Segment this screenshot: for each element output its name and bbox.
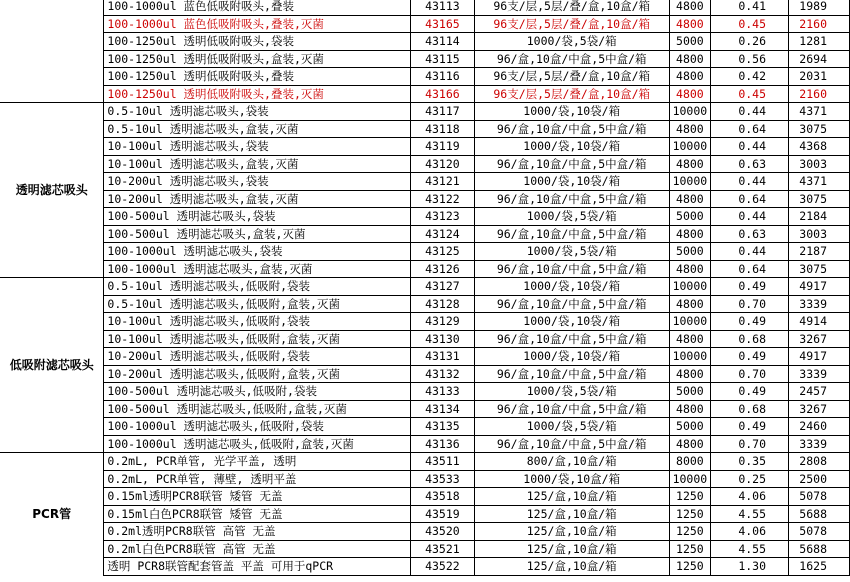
unit-cell: 0.70 (711, 365, 789, 383)
unit-cell: 0.63 (711, 155, 789, 173)
unit-cell: 0.49 (711, 278, 789, 296)
unit-cell: 0.56 (711, 50, 789, 68)
desc-cell: 100-1000ul 透明滤芯吸头,低吸附,袋装 (104, 418, 411, 436)
table-row (0, 15, 850, 33)
pack-cell: 125/盒,10盒/箱 (474, 540, 669, 558)
unit-cell: 0.70 (711, 435, 789, 453)
desc-cell: 0.2mL, PCR单管, 光学平盖, 透明 (104, 453, 411, 471)
desc-cell: 10-200ul 透明滤芯吸头,盒装,灭菌 (104, 190, 411, 208)
desc-cell: 10-200ul 透明滤芯吸头,低吸附,盒装,灭菌 (104, 365, 411, 383)
desc-cell: 10-100ul 透明滤芯吸头,低吸附,袋装 (104, 313, 411, 331)
price-cell: 3075 (789, 120, 850, 138)
code-cell: 43115 (410, 50, 474, 68)
table-row (0, 0, 850, 15)
code-cell: 43134 (410, 400, 474, 418)
table-row (0, 190, 850, 208)
price-cell: 4917 (789, 348, 850, 366)
code-cell: 43132 (410, 365, 474, 383)
price-cell: 2031 (789, 68, 850, 86)
desc-cell: 0.15ml白色PCR8联管 矮管 无盖 (104, 505, 411, 523)
pack-cell: 96支/层,5层/叠/盒,10盒/箱 (474, 15, 669, 33)
table-row (0, 453, 850, 471)
table-row (0, 155, 850, 173)
price-cell: 2160 (789, 85, 850, 103)
unit-cell: 4.06 (711, 488, 789, 506)
pack-cell: 125/盒,10盒/箱 (474, 505, 669, 523)
desc-cell: 10-100ul 透明滤芯吸头,袋装 (104, 138, 411, 156)
table-row (0, 295, 850, 313)
pack-cell: 96/盒,10盒/中盒,5中盒/箱 (474, 295, 669, 313)
price-cell: 5688 (789, 505, 850, 523)
code-cell: 43114 (410, 33, 474, 51)
qty-cell: 10000 (669, 313, 711, 331)
table-row (0, 120, 850, 138)
category-cell: PCR管 (0, 453, 104, 576)
price-cell: 3003 (789, 225, 850, 243)
unit-cell: 0.44 (711, 138, 789, 156)
table-row (0, 260, 850, 278)
unit-cell: 4.55 (711, 540, 789, 558)
desc-cell: 100-1250ul 透明低吸附吸头,盒装,灭菌 (104, 50, 411, 68)
qty-cell: 4800 (669, 155, 711, 173)
unit-cell: 0.41 (711, 0, 789, 15)
desc-cell: 0.2ml白色PCR8联管 高管 无盖 (104, 540, 411, 558)
table-row (0, 523, 850, 541)
table-row (0, 33, 850, 51)
price-cell: 5688 (789, 540, 850, 558)
pack-cell: 96/盒,10盒/中盒,5中盒/箱 (474, 260, 669, 278)
code-cell: 43518 (410, 488, 474, 506)
qty-cell: 4800 (669, 400, 711, 418)
desc-cell: 100-1250ul 透明低吸附吸头,叠装,灭菌 (104, 85, 411, 103)
price-cell: 5078 (789, 523, 850, 541)
unit-cell: 4.06 (711, 523, 789, 541)
table-row (0, 488, 850, 506)
pack-cell: 1000/袋,10袋/箱 (474, 173, 669, 191)
category-cell: 透明滤芯吸头 (0, 103, 104, 278)
unit-cell: 0.35 (711, 453, 789, 471)
qty-cell: 8000 (669, 453, 711, 471)
pack-cell: 125/盒,10盒/箱 (474, 558, 669, 576)
code-cell: 43126 (410, 260, 474, 278)
pack-cell: 1000/袋,5袋/箱 (474, 243, 669, 261)
pack-cell: 1000/袋,5袋/箱 (474, 208, 669, 226)
category-cell (0, 0, 104, 103)
desc-cell: 0.2mL, PCR单管, 薄壁, 透明平盖 (104, 470, 411, 488)
desc-cell: 10-100ul 透明滤芯吸头,低吸附,盒装,灭菌 (104, 330, 411, 348)
pack-cell: 1000/袋,5袋/箱 (474, 33, 669, 51)
code-cell: 43125 (410, 243, 474, 261)
price-cell: 5078 (789, 488, 850, 506)
table-row (0, 85, 850, 103)
pack-cell: 96支/层,5层/叠/盒,10盒/箱 (474, 0, 669, 15)
code-cell: 43116 (410, 68, 474, 86)
pack-cell: 96/盒,10盒/中盒,5中盒/箱 (474, 365, 669, 383)
desc-cell: 0.5-10ul 透明滤芯吸头,袋装 (104, 103, 411, 121)
price-cell: 4371 (789, 103, 850, 121)
unit-cell: 0.49 (711, 383, 789, 401)
unit-cell: 0.49 (711, 348, 789, 366)
unit-cell: 0.49 (711, 313, 789, 331)
pack-cell: 125/盒,10盒/箱 (474, 523, 669, 541)
qty-cell: 5000 (669, 243, 711, 261)
unit-cell: 1.30 (711, 558, 789, 576)
desc-cell: 100-1000ul 透明滤芯吸头,盒装,灭菌 (104, 260, 411, 278)
qty-cell: 4800 (669, 260, 711, 278)
price-cell: 2694 (789, 50, 850, 68)
pack-cell: 96/盒,10盒/中盒,5中盒/箱 (474, 225, 669, 243)
code-cell: 43136 (410, 435, 474, 453)
qty-cell: 4800 (669, 68, 711, 86)
unit-cell: 0.64 (711, 190, 789, 208)
qty-cell: 1250 (669, 558, 711, 576)
unit-cell: 0.44 (711, 243, 789, 261)
code-cell: 43123 (410, 208, 474, 226)
qty-cell: 4800 (669, 0, 711, 15)
price-cell: 2457 (789, 383, 850, 401)
qty-cell: 4800 (669, 365, 711, 383)
qty-cell: 10000 (669, 278, 711, 296)
unit-cell: 0.63 (711, 225, 789, 243)
pack-cell: 1000/袋,5袋/箱 (474, 418, 669, 436)
price-cell: 3267 (789, 400, 850, 418)
desc-cell: 100-500ul 透明滤芯吸头,盒装,灭菌 (104, 225, 411, 243)
pack-cell: 1000/袋,10袋/箱 (474, 103, 669, 121)
pack-cell: 800/盒,10盒/箱 (474, 453, 669, 471)
pack-cell: 96支/层,5层/叠/盒,10盒/箱 (474, 85, 669, 103)
code-cell: 43127 (410, 278, 474, 296)
desc-cell: 透明 PCR8联管配套管盖 平盖 可用于qPCR (104, 558, 411, 576)
pack-cell: 96/盒,10盒/中盒,5中盒/箱 (474, 435, 669, 453)
code-cell: 43511 (410, 453, 474, 471)
pack-cell: 1000/袋,10盒/箱 (474, 470, 669, 488)
unit-cell: 4.55 (711, 505, 789, 523)
table-row (0, 225, 850, 243)
price-cell: 2808 (789, 453, 850, 471)
code-cell: 43135 (410, 418, 474, 436)
code-cell: 43166 (410, 85, 474, 103)
table-row (0, 418, 850, 436)
table-row (0, 173, 850, 191)
qty-cell: 1250 (669, 523, 711, 541)
qty-cell: 4800 (669, 435, 711, 453)
qty-cell: 5000 (669, 208, 711, 226)
code-cell: 43131 (410, 348, 474, 366)
desc-cell: 10-200ul 透明滤芯吸头,低吸附,袋装 (104, 348, 411, 366)
price-cell: 2187 (789, 243, 850, 261)
price-cell: 3339 (789, 435, 850, 453)
pack-cell: 96/盒,10盒/中盒,5中盒/箱 (474, 120, 669, 138)
table-row (0, 138, 850, 156)
desc-cell: 100-500ul 透明滤芯吸头,低吸附,袋装 (104, 383, 411, 401)
unit-cell: 0.64 (711, 120, 789, 138)
price-cell: 1989 (789, 0, 850, 15)
table-row (0, 505, 850, 523)
price-cell: 4917 (789, 278, 850, 296)
price-cell: 3339 (789, 295, 850, 313)
qty-cell: 1250 (669, 505, 711, 523)
code-cell: 43121 (410, 173, 474, 191)
desc-cell: 0.5-10ul 透明滤芯吸头,低吸附,袋装 (104, 278, 411, 296)
price-cell: 2460 (789, 418, 850, 436)
price-cell: 3339 (789, 365, 850, 383)
qty-cell: 5000 (669, 33, 711, 51)
code-cell: 43119 (410, 138, 474, 156)
table-row (0, 103, 850, 121)
unit-cell: 0.68 (711, 400, 789, 418)
table-row (0, 540, 850, 558)
price-cell: 2160 (789, 15, 850, 33)
table-row (0, 558, 850, 576)
pack-cell: 1000/袋,10袋/箱 (474, 138, 669, 156)
table-row (0, 313, 850, 331)
price-cell: 2500 (789, 470, 850, 488)
price-cell: 3075 (789, 190, 850, 208)
qty-cell: 10000 (669, 103, 711, 121)
unit-cell: 0.68 (711, 330, 789, 348)
table-row (0, 50, 850, 68)
code-cell: 43122 (410, 190, 474, 208)
price-cell: 2184 (789, 208, 850, 226)
category-cell: 低吸附滤芯吸头 (0, 278, 104, 453)
table-row (0, 435, 850, 453)
pack-cell: 96/盒,10盒/中盒,5中盒/箱 (474, 155, 669, 173)
code-cell: 43124 (410, 225, 474, 243)
table-row (0, 68, 850, 86)
table-row (0, 348, 850, 366)
code-cell: 43118 (410, 120, 474, 138)
price-cell: 1625 (789, 558, 850, 576)
desc-cell: 0.15ml透明PCR8联管 矮管 无盖 (104, 488, 411, 506)
qty-cell: 1250 (669, 488, 711, 506)
desc-cell: 100-500ul 透明滤芯吸头,低吸附,盒装,灭菌 (104, 400, 411, 418)
qty-cell: 4800 (669, 85, 711, 103)
pack-cell: 96/盒,10盒/中盒,5中盒/箱 (474, 190, 669, 208)
pack-cell: 96/盒,10盒/中盒,5中盒/箱 (474, 50, 669, 68)
price-cell: 4371 (789, 173, 850, 191)
qty-cell: 10000 (669, 138, 711, 156)
qty-cell: 5000 (669, 383, 711, 401)
code-cell: 43519 (410, 505, 474, 523)
code-cell: 43129 (410, 313, 474, 331)
unit-cell: 0.70 (711, 295, 789, 313)
qty-cell: 10000 (669, 348, 711, 366)
code-cell: 43522 (410, 558, 474, 576)
code-cell: 43520 (410, 523, 474, 541)
unit-cell: 0.44 (711, 103, 789, 121)
qty-cell: 10000 (669, 173, 711, 191)
desc-cell: 10-100ul 透明滤芯吸头,盒装,灭菌 (104, 155, 411, 173)
unit-cell: 0.44 (711, 208, 789, 226)
pack-cell: 1000/袋,10袋/箱 (474, 278, 669, 296)
unit-cell: 0.42 (711, 68, 789, 86)
code-cell: 43165 (410, 15, 474, 33)
desc-cell: 100-1250ul 透明低吸附吸头,叠装 (104, 68, 411, 86)
table-row (0, 243, 850, 261)
pack-cell: 125/盒,10盒/箱 (474, 488, 669, 506)
table-row (0, 330, 850, 348)
unit-cell: 0.44 (711, 173, 789, 191)
qty-cell: 4800 (669, 295, 711, 313)
code-cell: 43113 (410, 0, 474, 15)
unit-cell: 0.49 (711, 418, 789, 436)
pack-cell: 96支/层,5层/叠/盒,10盒/箱 (474, 68, 669, 86)
price-cell: 3075 (789, 260, 850, 278)
code-cell: 43130 (410, 330, 474, 348)
qty-cell: 4800 (669, 330, 711, 348)
code-cell: 43120 (410, 155, 474, 173)
qty-cell: 5000 (669, 418, 711, 436)
desc-cell: 100-1000ul 蓝色低吸附吸头,叠装 (104, 0, 411, 15)
qty-cell: 4800 (669, 120, 711, 138)
qty-cell: 10000 (669, 470, 711, 488)
desc-cell: 100-1000ul 透明滤芯吸头,低吸附,盒装,灭菌 (104, 435, 411, 453)
qty-cell: 1250 (669, 540, 711, 558)
unit-cell: 0.45 (711, 85, 789, 103)
qty-cell: 4800 (669, 50, 711, 68)
code-cell: 43133 (410, 383, 474, 401)
price-cell: 1281 (789, 33, 850, 51)
desc-cell: 100-1250ul 透明低吸附吸头,袋装 (104, 33, 411, 51)
price-cell: 4914 (789, 313, 850, 331)
code-cell: 43128 (410, 295, 474, 313)
pack-cell: 1000/袋,5袋/箱 (474, 383, 669, 401)
code-cell: 43117 (410, 103, 474, 121)
pack-cell: 1000/袋,10袋/箱 (474, 348, 669, 366)
table-row (0, 278, 850, 296)
unit-cell: 0.25 (711, 470, 789, 488)
qty-cell: 4800 (669, 190, 711, 208)
price-cell: 4368 (789, 138, 850, 156)
table-row (0, 470, 850, 488)
qty-cell: 4800 (669, 15, 711, 33)
pack-cell: 96/盒,10盒/中盒,5中盒/箱 (474, 330, 669, 348)
qty-cell: 4800 (669, 225, 711, 243)
table-row (0, 208, 850, 226)
unit-cell: 0.26 (711, 33, 789, 51)
unit-cell: 0.45 (711, 15, 789, 33)
desc-cell: 0.2ml透明PCR8联管 高管 无盖 (104, 523, 411, 541)
desc-cell: 10-200ul 透明滤芯吸头,袋装 (104, 173, 411, 191)
desc-cell: 100-1000ul 蓝色低吸附吸头,叠装,灭菌 (104, 15, 411, 33)
pack-cell: 96/盒,10盒/中盒,5中盒/箱 (474, 400, 669, 418)
price-cell: 3267 (789, 330, 850, 348)
table-row (0, 365, 850, 383)
desc-cell: 0.5-10ul 透明滤芯吸头,低吸附,盒装,灭菌 (104, 295, 411, 313)
table-row (0, 400, 850, 418)
desc-cell: 100-1000ul 透明滤芯吸头,袋装 (104, 243, 411, 261)
table-row (0, 383, 850, 401)
pack-cell: 1000/袋,10袋/箱 (474, 313, 669, 331)
desc-cell: 0.5-10ul 透明滤芯吸头,盒装,灭菌 (104, 120, 411, 138)
unit-cell: 0.64 (711, 260, 789, 278)
code-cell: 43533 (410, 470, 474, 488)
price-cell: 3003 (789, 155, 850, 173)
desc-cell: 100-500ul 透明滤芯吸头,袋装 (104, 208, 411, 226)
code-cell: 43521 (410, 540, 474, 558)
